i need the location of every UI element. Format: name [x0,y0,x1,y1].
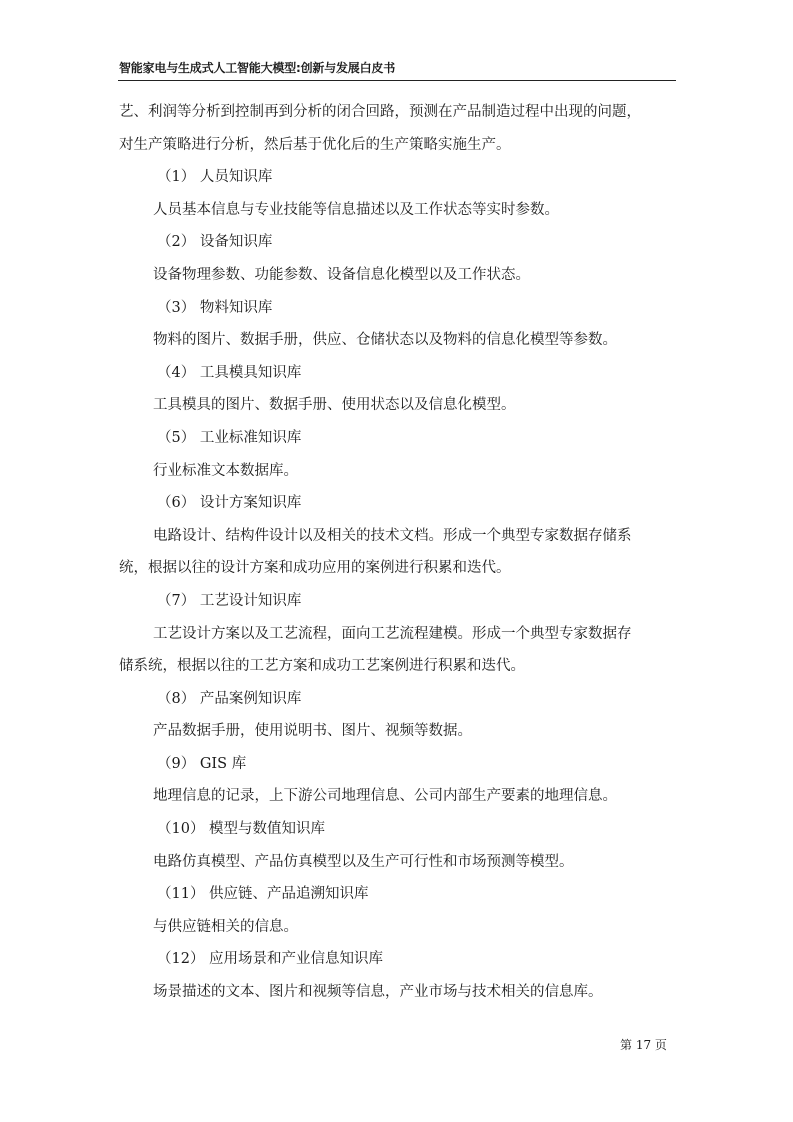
section-heading: （6） 设计方案知识库 [157,495,302,512]
running-header: 智能家电与生成式人工智能大模型:创新与发展白皮书 [119,61,396,75]
paragraph-line: 艺、利润等分析到控制再到分析的闭合回路，预测在产品制造过程中出现的问题， [119,104,641,120]
section-heading: （3） 物料知识库 [157,299,273,316]
paragraph-line: 产品数据手册，使用说明书、图片、视频等数据。 [153,723,472,740]
paragraph-line: 工具模具的图片、数据手册、使用状态以及信息化模型。 [153,397,516,414]
paragraph-line: 物料的图片、数据手册，供应、仓储状态以及物料的信息化模型等参数。 [153,332,617,349]
paragraph-line: 与供应链相关的信息。 [153,918,298,935]
paragraph-line: 统，根据以往的设计方案和成功应用的案例进行积累和迭代。 [119,560,511,577]
section-heading: （5） 工业标准知识库 [157,429,302,446]
section-heading: （8） 产品案例知识库 [157,690,302,707]
document-body [119,96,675,1009]
section-heading: （10） 模型与数值知识库 [157,821,326,838]
section-heading: （4） 工具模具知识库 [157,364,302,381]
paragraph-line: 地理信息的记录，上下游公司地理信息、公司内部生产要素的地理信息。 [153,788,617,805]
paragraph-line: 人员基本信息与专业技能等信息描述以及工作状态等实时参数。 [153,201,559,218]
paragraph-line: 电路仿真模型、产品仿真模型以及生产可行性和市场预测等模型。 [153,853,574,870]
section-heading: （1） 人员知识库 [157,169,273,186]
paragraph-line: 电路设计、结构件设计以及相关的技术文档。形成一个典型专家数据存储系 [153,527,632,544]
section-heading: （12） 应用场景和产业信息知识库 [157,951,384,968]
section-heading: （9） GIS 库 [157,755,247,772]
page-number: 第 17 页 [620,1038,667,1052]
section-heading: （11） 供应链、产品追溯知识库 [157,886,369,903]
paragraph-line: 场景描述的文本、图片和视频等信息，产业市场与技术相关的信息库。 [153,984,603,1001]
paragraph-line: 行业标准文本数据库。 [153,462,298,479]
paragraph-line: 储系统，根据以往的工艺方案和成功工艺案例进行积累和迭代。 [119,658,525,675]
paragraph-line: 设备物理参数、功能参数、设备信息化模型以及工作状态。 [153,266,530,283]
section-heading: （2） 设备知识库 [157,234,273,251]
section-heading: （7） 工艺设计知识库 [157,592,302,609]
header-divider [118,80,676,81]
paragraph-line: 对生产策略进行分析，然后基于优化后的生产策略实施生产。 [119,136,511,153]
paragraph-line: 工艺设计方案以及工艺流程，面向工艺流程建模。形成一个典型专家数据存 [153,625,632,642]
